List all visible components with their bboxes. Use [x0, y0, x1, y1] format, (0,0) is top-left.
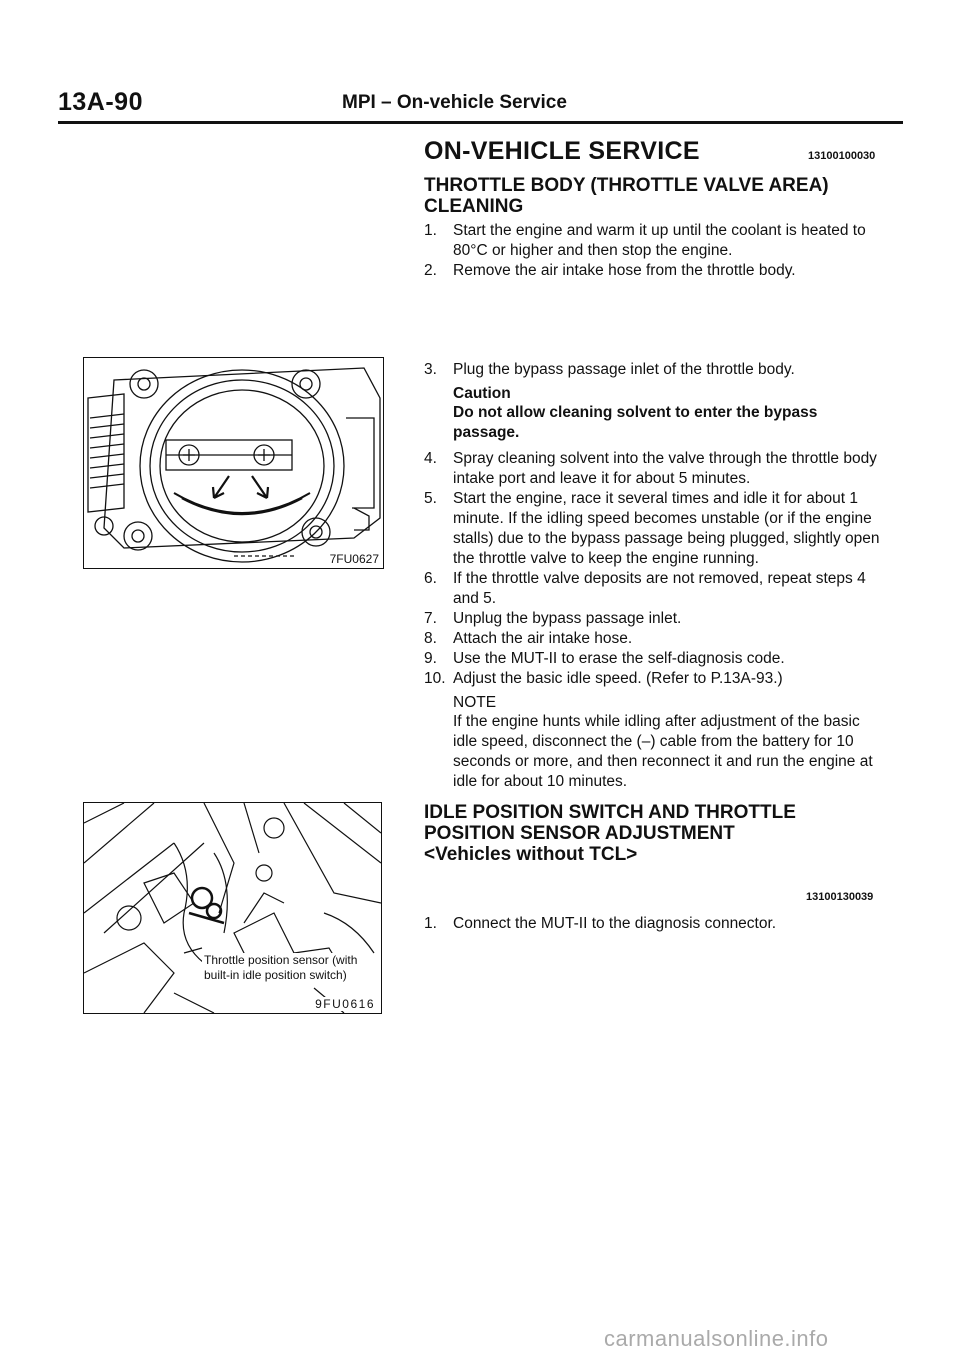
step-text: Remove the air intake hose from the throttle body. [453, 262, 796, 279]
step-text: Attach the air intake hose. [453, 630, 633, 647]
step-item [424, 261, 884, 281]
note-box [424, 694, 884, 792]
sensor-caption-line: built-in idle position switch) [204, 968, 347, 982]
steps-block-3 [424, 914, 884, 934]
step-item [424, 360, 884, 380]
figure-code: 7FU0627 [329, 552, 379, 566]
note-label: NOTE [453, 694, 497, 711]
step-item [424, 914, 884, 934]
step-number: 7. [424, 610, 437, 627]
idle-switch-title [424, 802, 894, 865]
note-text: If the engine hunts while idling after adjustment of the basic idle speed, disconnect the (–) cable from the battery for 10 seconds or more, and then reconnect it and run the engine at idle for about 10 minutes. [453, 713, 873, 790]
header-rule [58, 121, 903, 124]
section-title: MPI – On-vehicle Service [342, 92, 567, 113]
step-number: 1. [424, 915, 437, 932]
sensor-caption [202, 953, 359, 983]
step-number: 10. [424, 670, 446, 687]
idle-switch-title-line: <Vehicles without TCL> [424, 844, 638, 865]
throttle-body-figure [83, 357, 384, 569]
step-number: 2. [424, 262, 437, 279]
step-number: 1. [424, 222, 437, 239]
step-item [424, 221, 884, 261]
step-item [424, 649, 884, 669]
caution-text: Do not allow cleaning solvent to enter the bypass passage. [453, 404, 818, 441]
step-number: 3. [424, 361, 437, 378]
step-text: Connect the MUT-II to the diagnosis connector. [453, 915, 777, 932]
step-number: 8. [424, 630, 437, 647]
step-text: Spray cleaning solvent into the valve through the throttle body intake port and leave it for about 5 minutes. [453, 450, 877, 487]
step-text: Unplug the bypass passage inlet. [453, 610, 682, 627]
idle-switch-title-line: IDLE POSITION SWITCH AND THROTTLE [424, 802, 796, 823]
step-item [424, 629, 884, 649]
steps-block-1 [424, 221, 884, 281]
step-number: 5. [424, 490, 437, 507]
steps-block-2 [424, 360, 884, 798]
step-item [424, 569, 884, 609]
step-text: If the throttle valve deposits are not removed, repeat steps 4 and 5. [453, 570, 866, 607]
throttle-body-illustration [84, 358, 383, 568]
step-text: Start the engine and warm it up until the coolant is heated to 80°C or higher and then stop the engine. [453, 222, 866, 259]
page-number: 13A-90 [58, 88, 143, 116]
step-text: Start the engine, race it several times and idle it for about 1 minute. If the idling speed becomes unstable (or if the engine stalls) due to the bypass passage being plugged, slightly open the throttle valve to keep the engine running. [453, 490, 880, 567]
step-number: 6. [424, 570, 437, 587]
step-number: 9. [424, 650, 437, 667]
step-text: Adjust the basic idle speed. (Refer to P.13A-93.) [453, 670, 783, 687]
step-item [424, 669, 884, 689]
sensor-location-figure [83, 802, 382, 1014]
step-item [424, 609, 884, 629]
idle-switch-code: 13100130039 [806, 891, 874, 903]
step-item [424, 449, 884, 489]
figure-code: 9FU0616 [315, 997, 375, 1011]
throttle-cleaning-title: THROTTLE BODY (THROTTLE VALVE AREA) CLEANING [424, 175, 829, 217]
step-text: Plug the bypass passage inlet of the throttle body. [453, 361, 795, 378]
idle-switch-title-line: POSITION SENSOR ADJUSTMENT [424, 823, 735, 844]
step-text: Use the MUT-II to erase the self-diagnosis code. [453, 650, 785, 667]
caution-label: Caution [453, 385, 511, 402]
main-section-code: 13100100030 [808, 150, 876, 162]
watermark: carmanualsonline.info [604, 1326, 829, 1351]
main-section-title: ON-VEHICLE SERVICE [424, 137, 700, 165]
step-item [424, 489, 884, 569]
caution-box [424, 385, 884, 443]
sensor-caption-line: Throttle position sensor (with [204, 953, 358, 967]
step-number: 4. [424, 450, 437, 467]
